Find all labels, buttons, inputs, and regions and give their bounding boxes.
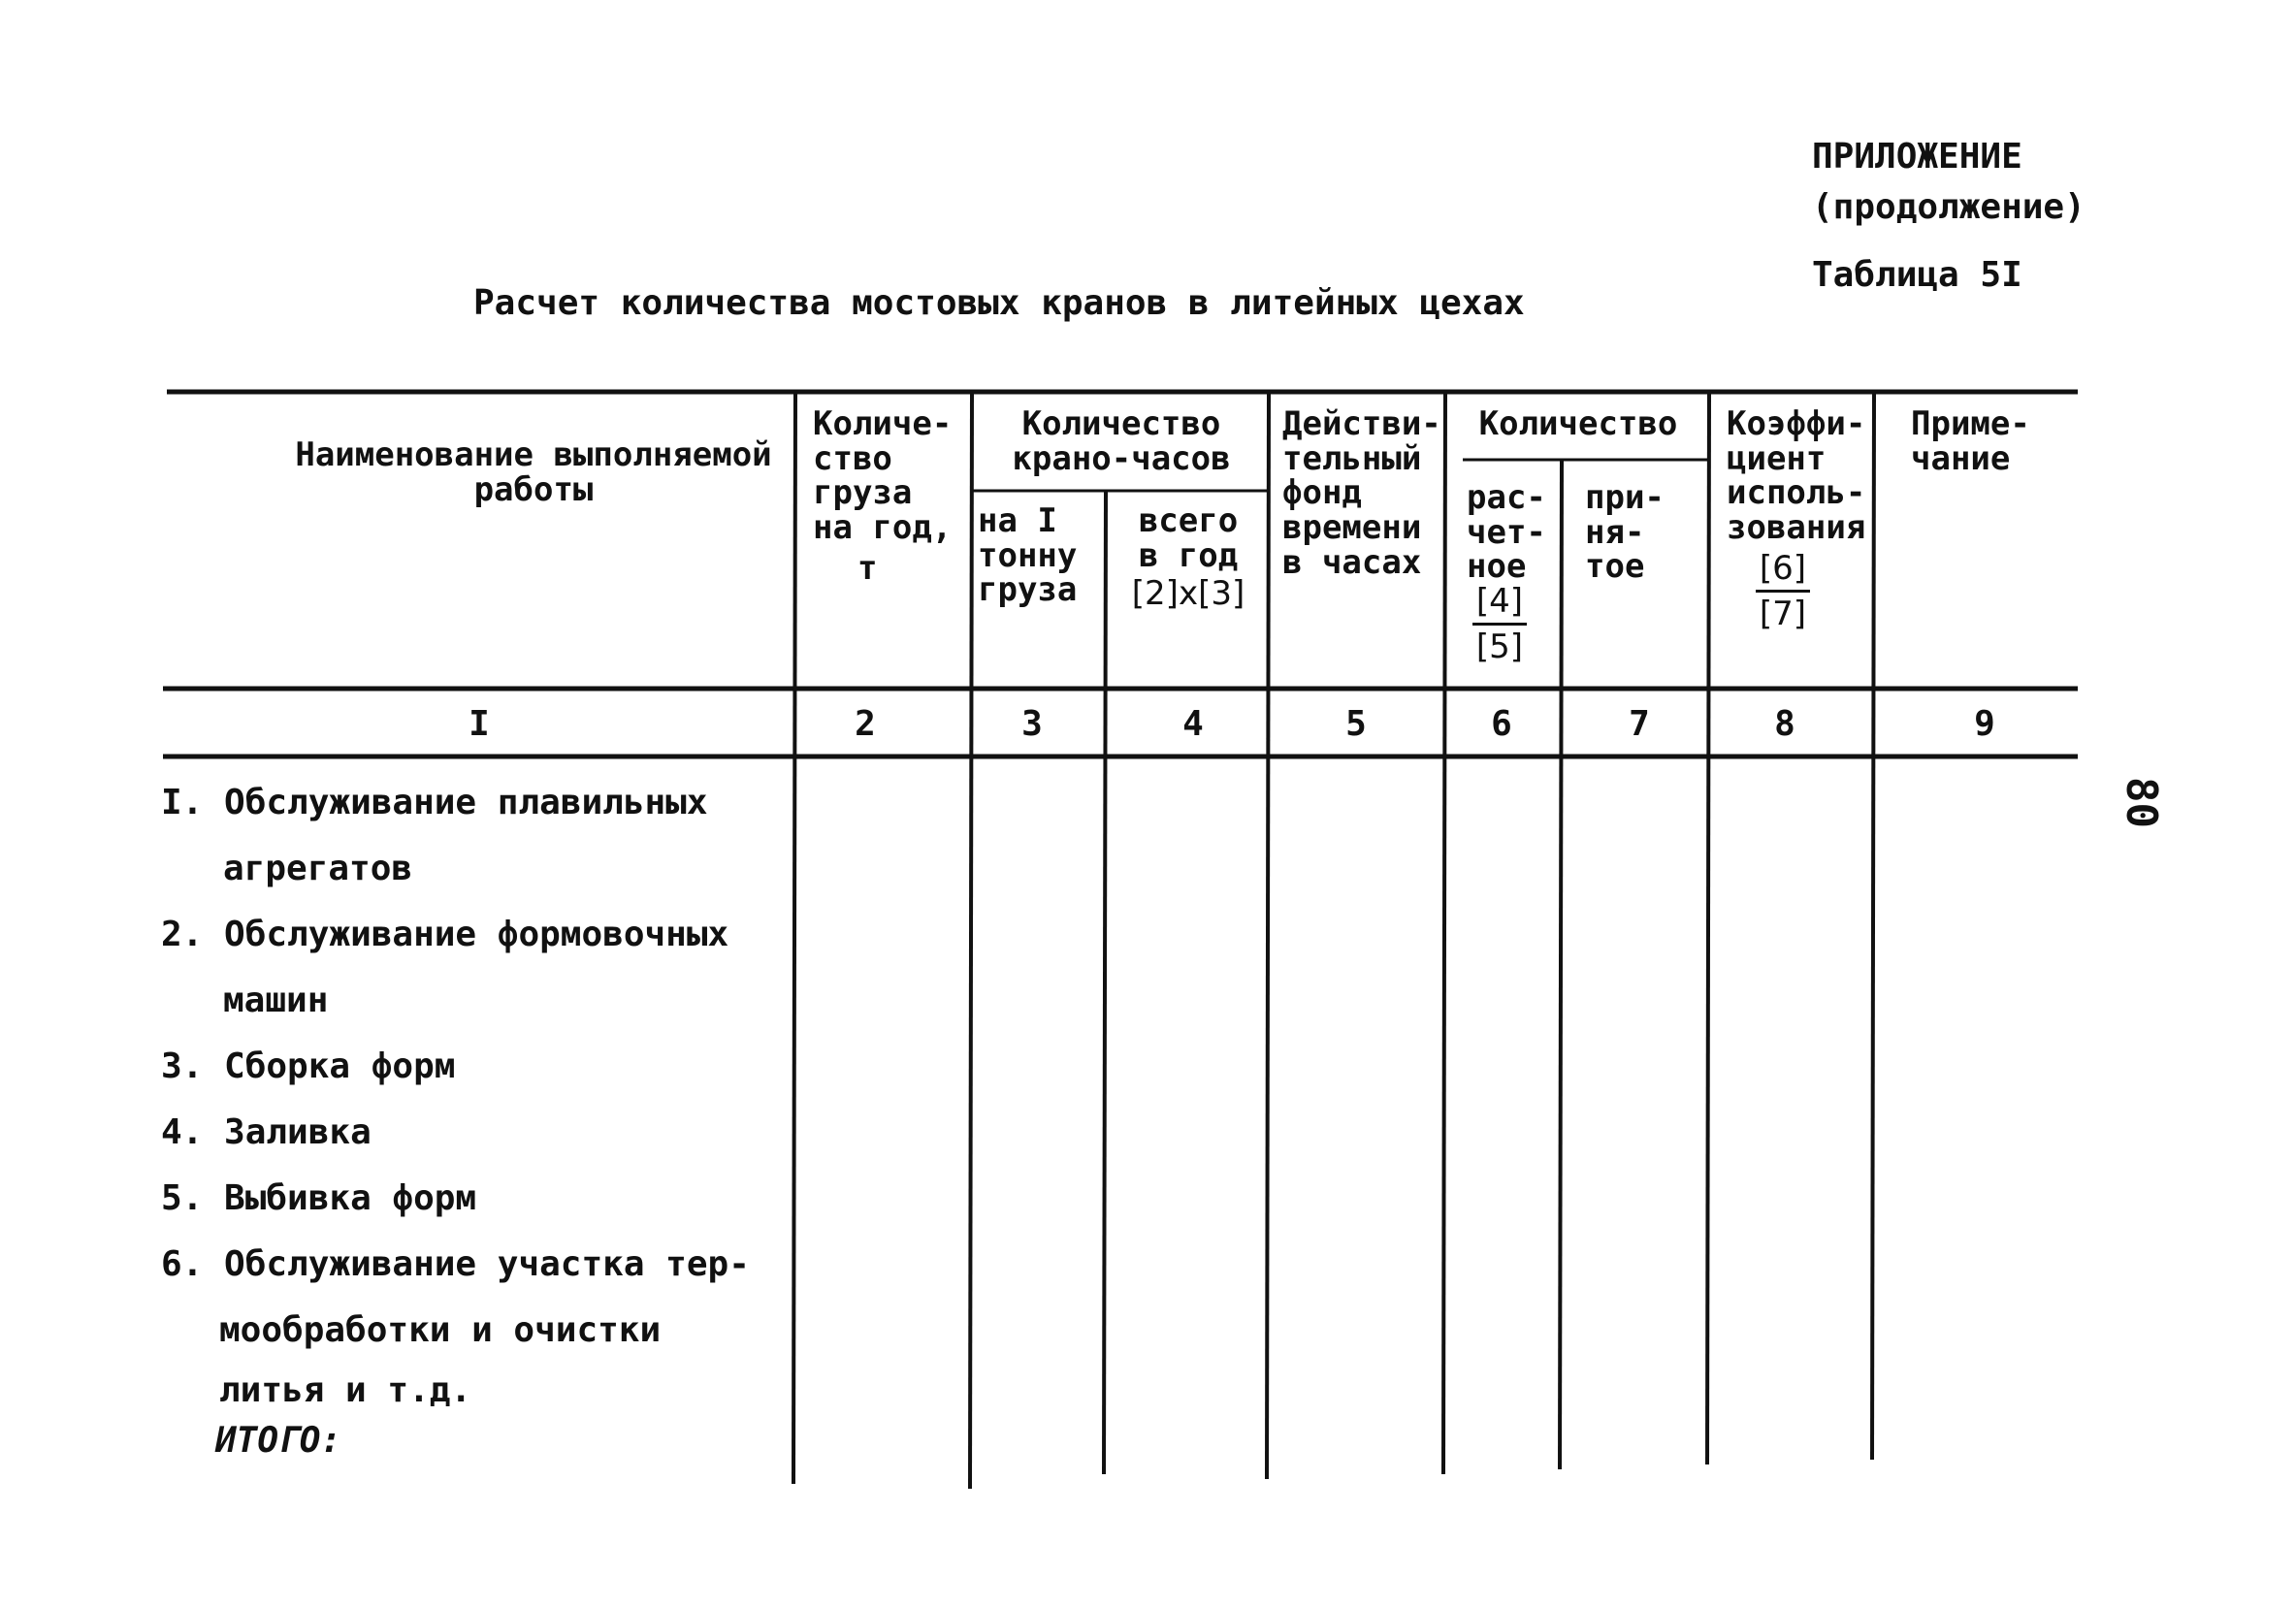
row-item-6-cont2: литья и т.д. xyxy=(219,1370,472,1410)
col-header-note: Приме- чание xyxy=(1911,404,2030,478)
row-item-6-cont: мообработки и очистки xyxy=(219,1310,662,1350)
formula-2x3: [2]x[3] xyxy=(1131,574,1245,614)
col-header-crane-hours: Количество крано-часов xyxy=(1012,404,1231,478)
col-header-time-fund: Действи- тельный фонд времени в часах xyxy=(1282,404,1441,582)
col-number-1: I xyxy=(469,704,490,744)
row-item-1-cont: агрегатов xyxy=(223,849,413,888)
row-total: ИТОГО: xyxy=(215,1421,342,1461)
fraction-6-over-7: $\frac{[6]}{[7]}$ xyxy=(1746,549,1820,633)
col-number-8: 8 xyxy=(1774,704,1795,744)
continuation-label: (продолжение) xyxy=(1812,187,2086,227)
appendix-label: ПРИЛОЖЕНИЕ xyxy=(1812,137,2022,177)
row-item-6: 6. Обслуживание участка тер- xyxy=(161,1244,750,1284)
row-item-5: 5. Выбивка форм xyxy=(161,1178,477,1218)
col-header-total-per-year: всего в год [2]x[3] xyxy=(1108,504,1269,612)
table-number: Таблица 5I xyxy=(1812,255,2022,295)
col-number-6: 6 xyxy=(1491,704,1512,744)
col-header-calculated: рас- чет- ное xyxy=(1467,478,1546,587)
col-header-accepted: при- ня- тое xyxy=(1585,478,1665,587)
col-number-5: 5 xyxy=(1345,704,1367,744)
col-number-2: 2 xyxy=(855,704,876,744)
row-item-1: I. Обслуживание плавильных xyxy=(161,783,708,822)
col-header-per-ton: на I тонну груза xyxy=(978,501,1078,610)
col-number-3: 3 xyxy=(1021,704,1043,744)
col-number-7: 7 xyxy=(1629,704,1650,744)
col-header-work-name: Наименование выполняемой работы xyxy=(295,435,772,509)
col-header-quantity: Количество xyxy=(1478,404,1678,443)
col-header-cargo-per-year: Количе- ство груза на год, т xyxy=(813,404,953,588)
page-number: 80 xyxy=(2116,777,2166,828)
row-item-2-cont: машин xyxy=(223,981,329,1020)
col-header-usage-coef: Коэффи- циент исполь- зования xyxy=(1727,404,1866,548)
row-item-3: 3. Сборка форм xyxy=(161,1046,456,1086)
table-title: Расчет количества мостовых кранов в литейных цехах xyxy=(473,283,1525,323)
row-item-2: 2. Обслуживание формовочных xyxy=(161,915,729,954)
col-number-4: 4 xyxy=(1182,704,1204,744)
fraction-4-over-5: $\frac{[4]}{[5]}$ xyxy=(1465,582,1535,666)
col-number-9: 9 xyxy=(1974,704,1995,744)
row-item-4: 4. Заливка xyxy=(161,1112,372,1152)
